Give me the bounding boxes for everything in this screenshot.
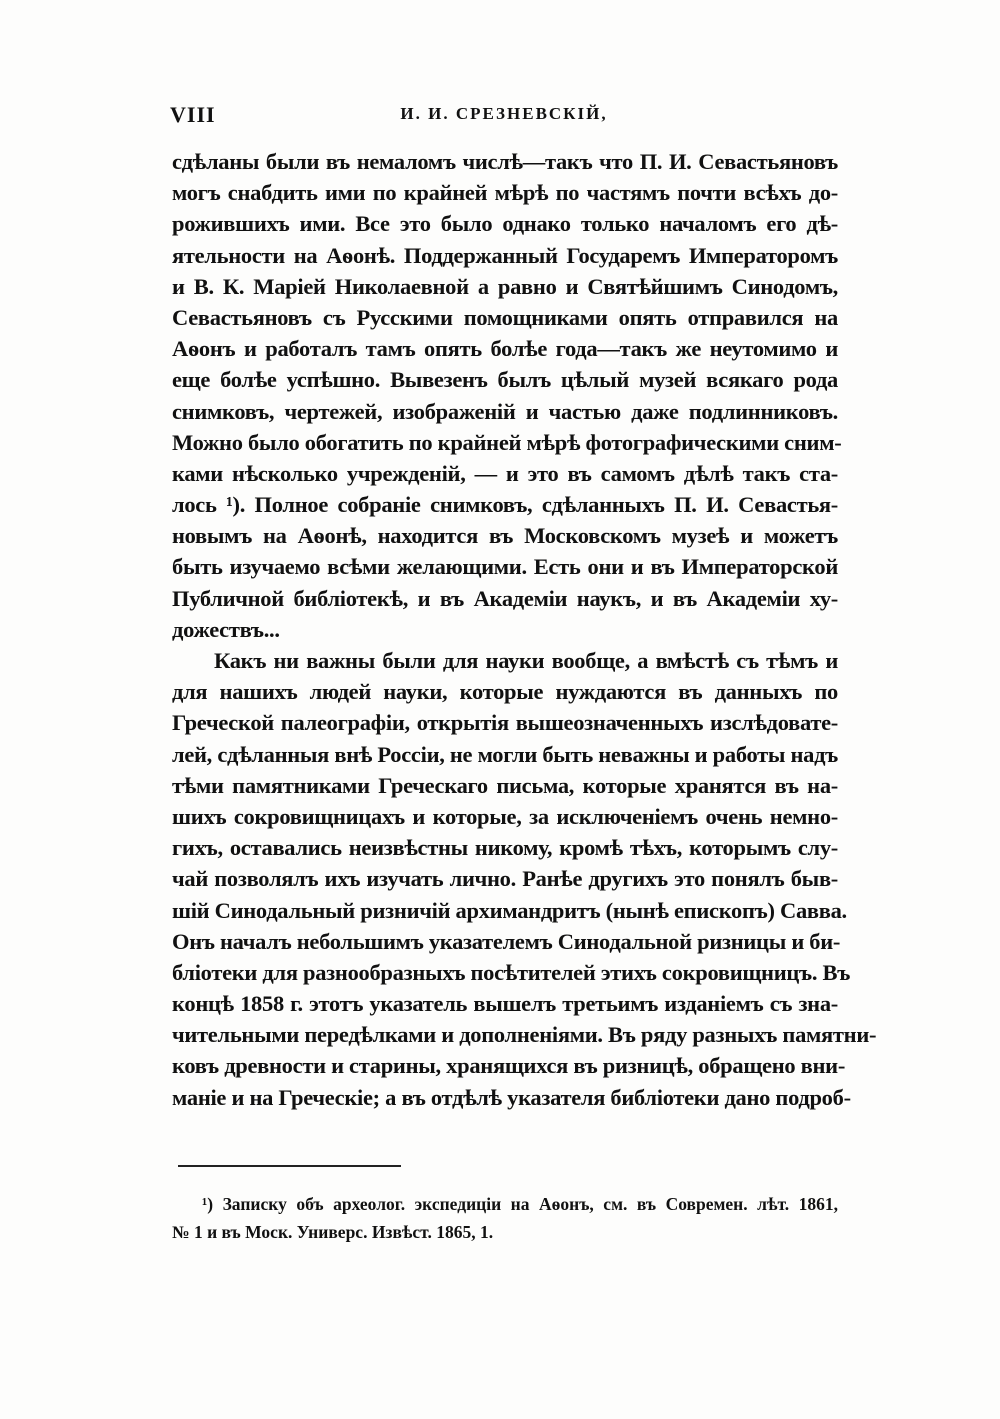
footnote-line: № 1 и въ Моск. Универс. Извѣст. 1865, 1. — [172, 1222, 494, 1242]
text-line: бліотеки для разнообразныхъ посѣтителей этихъ сокровищницъ. Въ — [172, 959, 851, 985]
footnotes — [172, 1190, 838, 1246]
footnote-line: ¹) Записку объ археолог. экспедиціи на Аѳонъ, см. въ Современ. лѣт. 1861, — [202, 1194, 838, 1214]
text-line: Аѳонъ и работалъ тамъ опять болѣе года—такъ же неутомимо и — [172, 336, 838, 362]
text-line: лось ¹). Полное собраніе снимковъ, сдѣланныхъ П. И. Севастья- — [172, 492, 838, 518]
text-line: могъ снабдить ими по крайней мѣрѣ по частямъ почти всѣхъ до- — [172, 180, 838, 206]
text-line: чай позволялъ ихъ изучать лично. Ранѣе другихъ это понялъ быв- — [172, 866, 838, 892]
body-text — [172, 146, 877, 1113]
text-line: новымъ на Аѳонѣ, находится въ Московскомъ музеѣ и можетъ — [172, 523, 838, 549]
text-line: шій Синодальный ризничій архимандритъ (нынѣ епископъ) Савва. — [172, 897, 847, 923]
text-line: гихъ, оставались неизвѣстны никому, кромѣ тѣхъ, которымъ слу- — [172, 835, 838, 861]
text-line: Публичной библіотекѣ, и въ Академіи наукъ, и въ Академіи ху- — [172, 585, 838, 611]
text-line: Какъ ни важны были для науки вообще, а вмѣстѣ съ тѣмъ и — [214, 648, 838, 673]
text-line: снимковъ, чертежей, изображеній и частью даже подлинниковъ. — [172, 398, 838, 424]
text-line: Севастьяновъ съ Русскими помощниками опять отправился на — [172, 304, 838, 330]
page-header — [170, 102, 838, 132]
text-line: Можно было обогатить по крайней мѣрѣ фотографическими сним- — [172, 429, 842, 455]
text-line: еще болѣе успѣшно. Вывезенъ былъ цѣлый музей всякаго рода — [172, 367, 838, 393]
text-line: маніе и на Греческіе; а въ отдѣлѣ указателя библіотеки дано подроб- — [172, 1084, 851, 1110]
text-line: лей, сдѣланныя внѣ Россіи, не могли быть неважны и работы надъ — [172, 741, 838, 767]
text-line: ками нѣсколько учрежденій, — и это въ самомъ дѣлѣ такъ ста- — [172, 460, 838, 486]
text-line: ятельности на Аѳонѣ. Поддержанный Государемъ Императоромъ — [172, 242, 838, 268]
text-line: и В. К. Маріей Николаевной а равно и Святѣйшимъ Синодомъ, — [172, 273, 838, 299]
text-line: дожествъ... — [172, 616, 280, 642]
text-line: концѣ 1858 г. этотъ указатель вышелъ третьимъ изданіемъ съ зна- — [172, 991, 838, 1017]
text-line: для нашихъ людей науки, которые нуждаются въ данныхъ по — [172, 679, 838, 705]
running-head: И. И. СРЕЗНЕВСКІЙ, — [400, 104, 608, 123]
text-line: Греческой палеографіи, открытія вышеозначенныхъ изслѣдовате- — [172, 710, 838, 736]
text-line: сдѣланы были въ немаломъ числѣ—такъ что П. И. Севастьяновъ — [172, 149, 838, 174]
footnote-divider — [178, 1165, 401, 1167]
text-line: ковъ древности и старины, хранящихся въ ризницѣ, обращено вни- — [172, 1053, 846, 1079]
text-line: чительными передѣлками и дополненіями. Въ ряду разныхъ памятни- — [172, 1022, 877, 1048]
page-number: VIII — [170, 102, 216, 127]
text-line: тѣми памятниками Греческаго письма, которые хранятся въ на- — [172, 772, 838, 798]
text-line: Онъ началъ небольшимъ указателемъ Синодальной ризницы и би- — [172, 928, 841, 954]
text-line: шихъ сокровищницахъ и которые, за исключеніемъ очень немно- — [172, 803, 838, 829]
text-line: быть изучаемо всѣми желающими. Есть они и въ Императорской — [172, 554, 838, 580]
text-line: рожившихъ ими. Все это было однако только началомъ его дѣ- — [172, 211, 838, 237]
